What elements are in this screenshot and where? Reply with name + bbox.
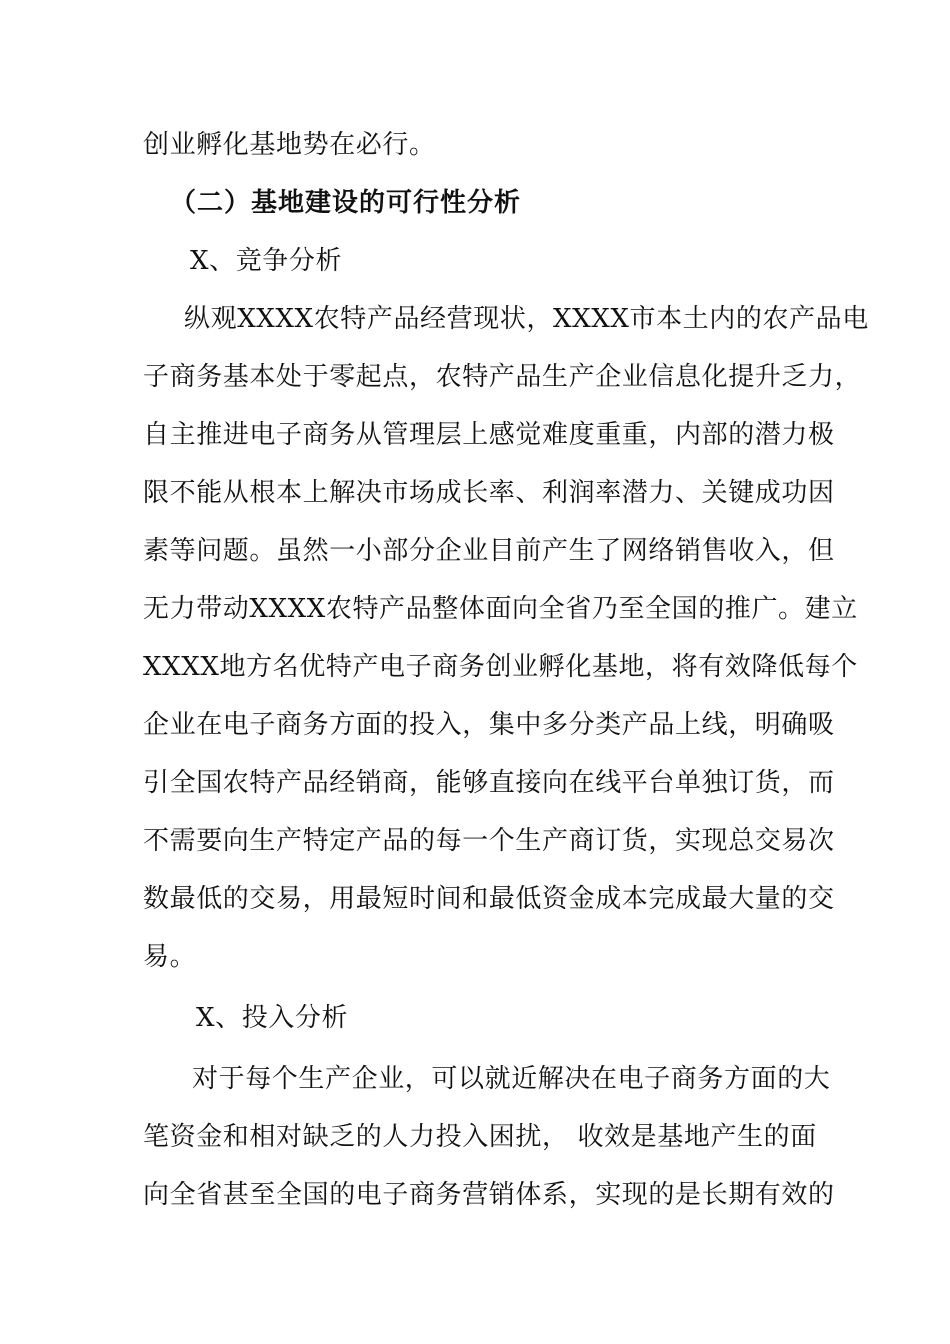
paragraph-line: 对于每个生产企业，可以就近解决在电子商务方面的大 <box>192 1064 831 1094</box>
paragraph-line: 限不能从根本上解决市场成长率、利润率潜力、关键成功因 <box>143 478 835 508</box>
paragraph-line: 纵观XXXX农特产品经营现状，XXXX市本土内的农产品电 <box>184 304 869 334</box>
paragraph-line: 企业在电子商务方面的投入，集中多分类产品上线，明确吸 <box>143 710 835 740</box>
paragraph-line: XXXX地方名优特产电子商务创业孵化基地，将有效降低每个 <box>143 652 858 682</box>
paragraph-line: 易。 <box>143 942 197 972</box>
subsection-heading: X、投入分析 <box>196 1003 349 1033</box>
paragraph-line: 向全省甚至全国的电子商务营销体系，实现的是长期有效的 <box>143 1180 835 1210</box>
paragraph-line: 创业孵化基地势在必行。 <box>143 130 436 160</box>
paragraph-line: 自主推进电子商务从管理层上感觉难度重重，内部的潜力极 <box>143 420 835 450</box>
paragraph-line: 素等问题。虽然一小部分企业目前产生了网络销售收入，但 <box>143 536 835 566</box>
paragraph-line: 数最低的交易，用最短时间和最低资金成本完成最大量的交 <box>143 884 835 914</box>
paragraph-line: 不需要向生产特定产品的每一个生产商订货，实现总交易次 <box>143 826 835 856</box>
subsection-heading: X、竞争分析 <box>190 246 343 276</box>
paragraph-line: 无力带动XXXX农特产品整体面向全省乃至全国的推广。建立 <box>143 594 858 624</box>
section-heading: （二）基地建设的可行性分析 <box>170 188 522 218</box>
paragraph-line: 笔资金和相对缺乏的人力投入困扰， 收效是基地产生的面 <box>143 1122 817 1152</box>
paragraph-line: 引全国农特产品经销商，能够直接向在线平台单独订货，而 <box>143 768 835 798</box>
paragraph-line: 子商务基本处于零起点，农特产品生产企业信息化提升乏力， <box>143 362 862 392</box>
